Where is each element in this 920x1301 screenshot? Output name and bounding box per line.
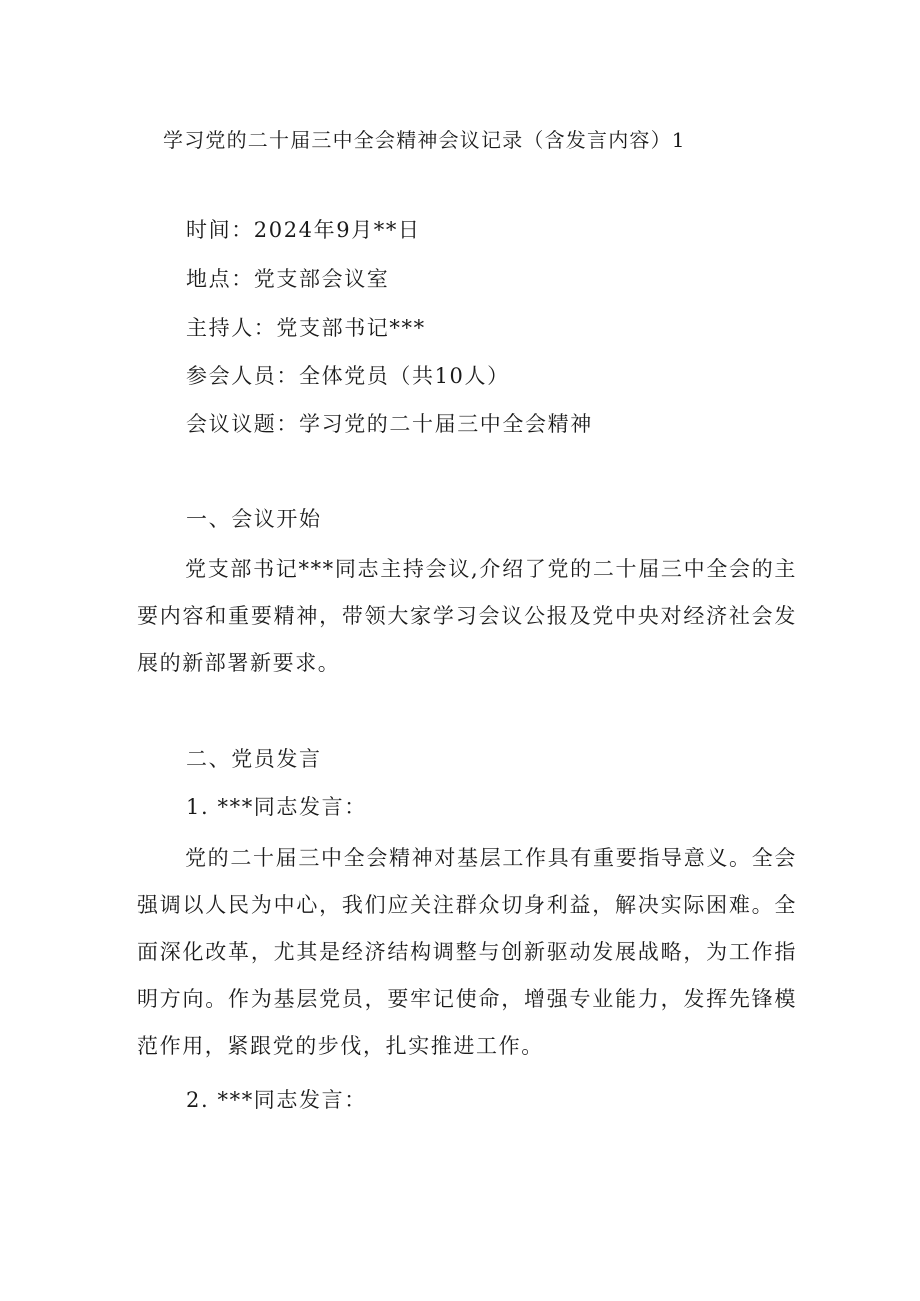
- meeting-place: 地点：党支部会议室: [186, 267, 390, 291]
- speaker-1-paragraph: 党的二十届三中全会精神对基层工作具有重要指导意义。全会强调以人民为中心，我们应关注群众切身利益，解决实际困难。全面深化改革，尤其是经济结构调整与创新驱动发展战略，为工作指明方向。作为基层党员，要牢记使命，增强专业能力，发挥先锋模范作用，紧跟党的步伐，扎实推进工作。: [137, 846, 797, 1058]
- document-title: 学习党的二十届三中全会精神会议记录（含发言内容）1: [163, 128, 686, 152]
- speaker-1-label: 1. ***同志发言：: [186, 795, 367, 819]
- opening-paragraph: 党支部书记***同志主持会议,介绍了党的二十届三中全会的主要内容和重要精神，带领大家学习会议公报及党中央对经济社会发展的新部署新要求。: [137, 557, 797, 675]
- section-heading-speeches: 二、党员发言: [186, 747, 322, 771]
- speaker-2-label: 2. ***同志发言：: [186, 1088, 367, 1112]
- section-heading-opening: 一、会议开始: [186, 507, 322, 531]
- meeting-topic: 会议议题：学习党的二十届三中全会精神: [186, 412, 593, 436]
- meeting-host: 主持人：党支部书记***: [186, 316, 426, 340]
- meeting-attendees: 参会人员：全体党员（共10人）: [186, 364, 510, 388]
- meeting-time: 时间：2024年9月**日: [186, 218, 421, 242]
